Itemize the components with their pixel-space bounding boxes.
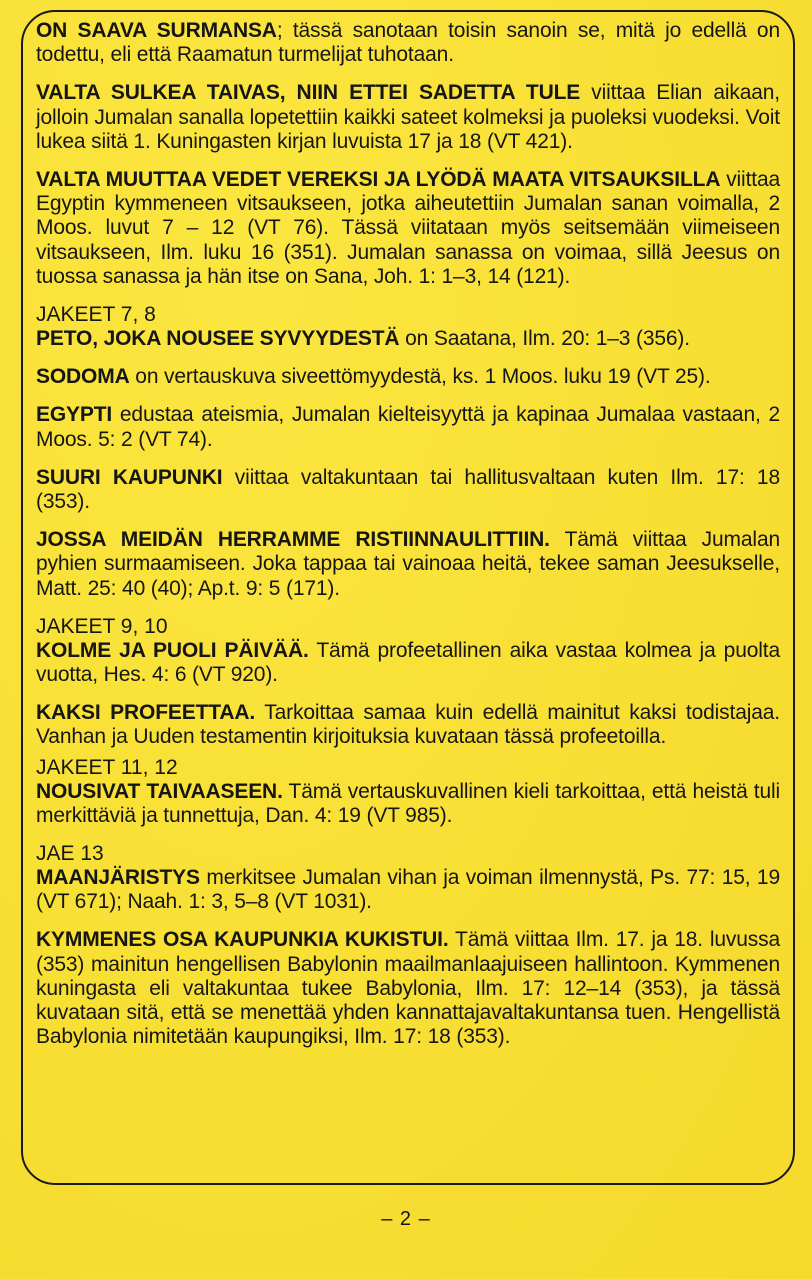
verse-reference: JAKEET 9, 10 <box>36 614 168 638</box>
paragraph-text: viittaa valtakuntaan tai hallitusvaltaan kuten Ilm. 17: 18 (353). <box>36 465 780 514</box>
paragraph-maanjaristys <box>36 866 780 914</box>
paragraph-kymmenes-osa <box>36 928 780 1049</box>
verse-reference: JAKEET 7, 8 <box>36 303 156 327</box>
paragraph-text: edustaa ateismia, Jumalan kielteisyyttä ja kapinaa Jumalaa vastaan, 2 Moos. 5: 2 (VT 74). <box>36 403 780 451</box>
paragraph-heading: NOUSIVAT TAIVAASEEN. <box>36 779 283 803</box>
paragraph-text: Tämä viittaa Ilm. 17. ja 18. luvussa (353) mainitun hengellisen Babylonin maailmanlaajuiseen hallintoon. Kymmenen kuningasta eli valtakuntaa tukee Babylonia, Ilm. 17: 12–14 (353), ja tässä kuvataan sitä, että se menettää yhden kannattajavaltakuntansa tuen. Hengellistä Babylonia nimitetään kaupungiksi, Ilm. 17: 18 (353). <box>36 928 780 1049</box>
paragraph-text: ; tässä sanotaan toisin sanoin se, mitä jo edellä on todettu, eli että Raamatun turmelijat tuhotaan. <box>36 19 780 67</box>
paragraph-heading: VALTA MUUTTAA VEDET VEREKSI JA LYÖDÄ MAATA VITSAUKSILLA <box>36 168 721 192</box>
page-number: – 2 – <box>381 1208 431 1230</box>
paragraph-heading: EGYPTI <box>36 403 113 427</box>
commentary-content <box>36 19 780 1064</box>
paragraph-heading: JOSSA MEIDÄN HERRAMME RISTIINNAULITTIIN. <box>36 528 550 552</box>
paragraph-text: Tämä vertauskuvallinen kieli tarkoittaa, että heistä tuli merkittäviä ja tunnettuja, Dan. 4: 19 (VT 985). <box>36 779 781 827</box>
paragraph-egypti <box>36 403 780 451</box>
paragraph-text: Tämä profeetallinen aika vastaa kolmea ja puolta vuotta, Hes. 4: 6 (VT 920). <box>36 638 780 687</box>
paragraph-jossa-meidan-herramme <box>36 528 780 601</box>
paragraph-heading: KAKSI PROFEETTAA. <box>36 701 256 725</box>
paragraph-heading: SUURI KAUPUNKI <box>36 465 223 489</box>
paragraph-heading: KYMMENES OSA KAUPUNKIA KUKISTUI. <box>36 928 449 952</box>
paragraph-peto <box>36 327 780 351</box>
paragraph-on-saava-surmansa <box>36 19 780 67</box>
paragraph-kolme-ja-puoli-paivaa <box>36 639 780 687</box>
paragraph-text: viittaa Egyptin kymmeneen vitsaukseen, jotka aiheutettiin Jumalan sanan voimalla, 2 Moos. luvut 7 – 12 (VT 76). Tässä viitataan myös seitsemään viimeiseen vitsaukseen, Ilm. luku 16 (351). Jumalan sanassa on voimaa, sillä Jeesus on tuossa sanassa ja hän itse on Sana, Joh. 1: 1–3, 14 (121). <box>36 168 780 288</box>
verse-reference: JAKEET 11, 12 <box>36 755 178 779</box>
verse-reference: JAE 13 <box>36 842 104 866</box>
paragraph-valta-muuttaa-vedet <box>36 168 780 289</box>
paragraph-heading: KOLME JA PUOLI PÄIVÄÄ. <box>36 638 309 662</box>
paragraph-heading: ON SAAVA SURMANSA <box>36 19 277 42</box>
paragraph-kaksi-profeettaa <box>36 701 780 749</box>
paragraph-suuri-kaupunki <box>36 466 780 514</box>
paragraph-heading: PETO, JOKA NOUSEE SYVYYDESTÄ <box>36 327 400 351</box>
paragraph-heading: VALTA SULKEA TAIVAS, NIIN ETTEI SADETTA TULE <box>36 81 581 105</box>
paragraph-heading: SODOMA <box>36 365 130 389</box>
paragraph-nousivat-taivaaseen <box>36 780 780 828</box>
paragraph-text: on vertauskuva siveettömyydestä, ks. 1 Moos. luku 19 (VT 25). <box>129 365 711 389</box>
paragraph-sodoma <box>36 365 780 389</box>
paragraph-text: merkitsee Jumalan vihan ja voiman ilmennystä, Ps. 77: 15, 19 (VT 671); Naah. 1: 3, 5–8 (VT 1031). <box>36 866 780 914</box>
paragraph-text: viittaa Elian aikaan, jolloin Jumalan sanalla lopetettiin kaikki sateet kolmeksi ja puoleksi vuodeksi. Voit lukea siitä 1. Kuningasten kirjan luvuista 17 ja 18 (VT 421). <box>36 81 780 153</box>
paragraph-heading: MAANJÄRISTYS <box>36 866 200 890</box>
paragraph-text: on Saatana, Ilm. 20: 1–3 (356). <box>399 327 690 351</box>
paragraph-text: Tämä viittaa Jumalan pyhien surmaamiseen. Joka tappaa tai vainoaa heitä, tekee saman Jeesukselle, Matt. 25: 40 (40); Ap.t. 9: 5 (171). <box>36 528 781 600</box>
paragraph-text: Tarkoittaa samaa kuin edellä mainitut kaksi todistajaa. Vanhan ja Uuden testamentin kirjoituksia kuvataan tässä profeetoilla. <box>36 701 780 749</box>
paragraph-valta-sulkea-taivas <box>36 81 780 154</box>
